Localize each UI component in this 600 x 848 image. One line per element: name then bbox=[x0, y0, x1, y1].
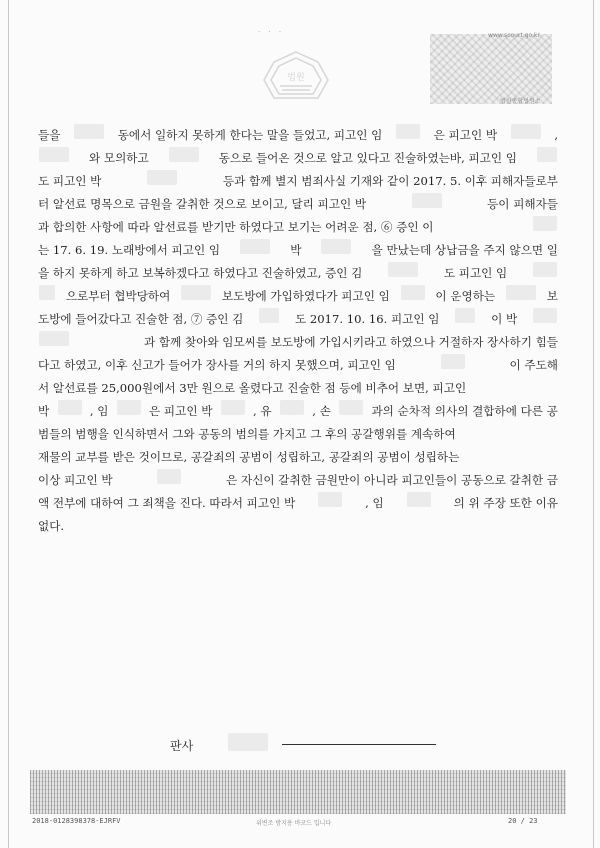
text-line: 다고 하였고, 이후 신고가 들어가 장사를 거의 하지 못했으며, 피고인 임 이 주도해 bbox=[38, 354, 558, 377]
text-line: 들을 동에서 일하지 못하게 한다는 말을 들었고, 피고인 임 은 피고인 박 , bbox=[38, 124, 558, 147]
text-line: 없다. bbox=[38, 519, 65, 533]
page-border-right bbox=[593, 0, 594, 848]
security-barcode bbox=[30, 770, 566, 814]
text-line: 재물의 교부를 받은 것이므로, 공갈죄의 공범이 성립하고, 공갈죄의 공범이 성립하는 bbox=[38, 450, 460, 464]
text-line: 터 알선료 명목으로 금원을 갈취한 것으로 보이고, 달리 피고인 박 등이 피해자들 bbox=[38, 193, 558, 216]
court-seal-logo bbox=[256, 50, 336, 102]
text-line: 도방에 들어갔다고 진술한 점, ⑦ 증인 김 도 2017. 10. 16. 피고인 임 이 박 bbox=[38, 308, 558, 331]
judge-name-redacted bbox=[228, 733, 268, 751]
document-id: 2018-0128398378-EJRFV bbox=[32, 817, 121, 825]
text-line: 으로부터 협박당하여 보도방에 가입하였다가 피고인 임 이 운영하는 보 bbox=[38, 285, 558, 308]
text-line: 와 모의하고 동으로 들어온 것으로 알고 있다고 진술하였는바, 피고인 임 bbox=[38, 147, 558, 170]
text-line: 이상 피고인 박 은 자신이 갈취한 금원만이 아니라 피고인들이 공동으로 갈취한 금 bbox=[38, 469, 558, 492]
seal-text: 법원 bbox=[287, 73, 305, 83]
text-line: 액 전부에 대하여 그 죄책을 진다. 따라서 피고인 박 , 임 의 위 주장 또한 이유 bbox=[38, 492, 558, 515]
page-number: 20 / 23 bbox=[508, 817, 538, 825]
text-line: 도 피고인 박 등과 함께 별지 범죄사실 기재와 같이 2017. 5. 이후 피해자들로부 bbox=[38, 170, 558, 193]
text-line: 을 하지 못하게 하고 보복하겠다고 하였다고 진술하였고, 증인 김 도 피고인 임 bbox=[38, 262, 558, 285]
barcode-note: 위변조 방지용 바코드 입니다 bbox=[256, 820, 332, 827]
text-line: 박 , 임 은 피고인 박 , 유 , 손 과의 순차적 의사의 결합하에 다른 공 bbox=[38, 400, 558, 423]
qr-url: www.scourt.go.kr bbox=[488, 32, 540, 39]
page-border-left bbox=[8, 0, 9, 848]
judgment-body-text bbox=[38, 124, 558, 538]
text-line: 는 17. 6. 19. 노래방에서 피고인 임 박 을 만났는데 상납금을 주지 않으면 일 bbox=[38, 239, 558, 262]
text-line: 과 함께 찾아와 임모씨를 보도방에 가입시키라고 하였으나 거절하자 장사하기 힘들 bbox=[38, 331, 558, 354]
top-mark: · · · bbox=[258, 28, 285, 36]
signature-line bbox=[282, 744, 436, 745]
text-line: 과 합의한 사항에 따라 알선료를 받기만 하였다고 보기는 어려운 점, ⑥ 증인 이 bbox=[38, 216, 558, 239]
judge-label: 판사 bbox=[170, 739, 194, 753]
text-line: 범들의 범행을 인식하면서 그와 공동의 범의를 가지고 그 후의 공갈행위를 계속하여 bbox=[38, 427, 456, 441]
text-line: 서 알선료를 25,000원에서 3만 원으로 올렸다고 진술한 점 등에 비추어 보면, 피고인 bbox=[38, 381, 467, 395]
qr-caption: 법원종합법원소 bbox=[500, 98, 541, 105]
qr-code bbox=[430, 34, 552, 104]
